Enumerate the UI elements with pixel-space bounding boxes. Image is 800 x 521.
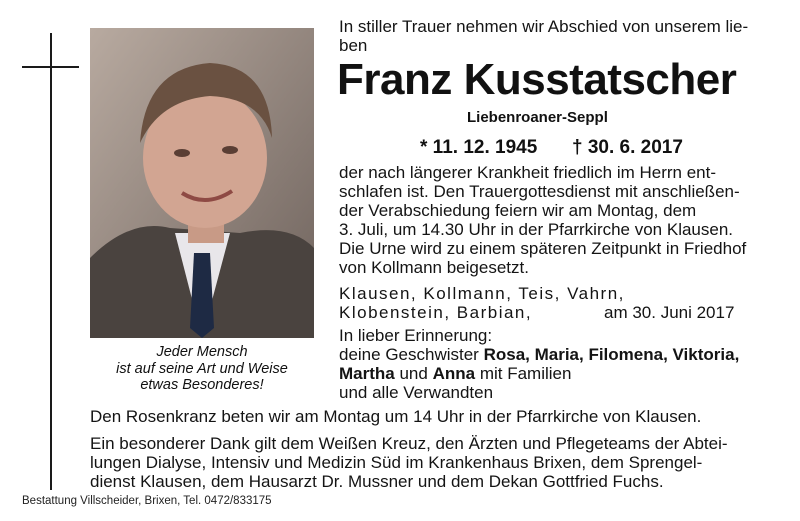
body-line: Die Urne wird zu einem späteren Zeitpunkt in Friedhof xyxy=(339,239,747,258)
siblings-names: Rosa, Maria, Filomena, Viktoria, xyxy=(483,345,740,364)
places-date: am 30. Juni 2017 xyxy=(604,303,735,322)
sibling-name: Anna xyxy=(432,364,476,383)
memory-label: In lieber Erinnerung: xyxy=(339,326,493,345)
body-line: der nach längerer Krankheit friedlich im Herrn ent- xyxy=(339,163,717,182)
siblings-prefix: deine Geschwister xyxy=(339,345,479,364)
siblings-und: und xyxy=(399,364,428,383)
siblings-suffix: mit Familien xyxy=(479,364,572,383)
caption-line: etwas Besonderes! xyxy=(140,377,264,393)
body-line: schlafen ist. Den Trauergottesdienst mit anschließen- xyxy=(339,182,740,201)
caption-line: ist auf seine Art und Weise xyxy=(116,360,288,377)
places-line: Klobenstein, Barbian, xyxy=(339,303,533,322)
intro-line: In stiller Trauer nehmen wir Abschied von unserem lie- xyxy=(339,17,749,36)
thanks-line: lungen Dialyse, Intensiv und Medizin Süd im Krankenhaus Brixen, dem Sprengel- xyxy=(90,453,703,472)
places-line: Klausen, Kollmann, Teis, Vahrn, xyxy=(339,284,625,303)
nickname: Liebenroaner-Seppl xyxy=(467,109,608,126)
cross-vertical-bar xyxy=(50,33,52,490)
cross-horizontal-bar xyxy=(22,66,79,68)
rosary-line: Den Rosenkranz beten wir am Montag um 14 Uhr in der Pfarrkirche von Klausen. xyxy=(90,407,702,426)
sibling-name: Martha xyxy=(339,364,395,383)
intro-line: ben xyxy=(339,36,368,55)
body-line: 3. Juli, um 14.30 Uhr in der Pfarrkirche von Klausen. xyxy=(339,220,734,239)
siblings-line-2 xyxy=(339,365,571,384)
body-line: von Kollmann beigesetzt. xyxy=(339,258,529,277)
funeral-home-footer: Bestattung Villscheider, Brixen, Tel. 0472/833175 xyxy=(22,495,272,507)
deceased-name: Franz Kusstatscher xyxy=(337,55,737,104)
birth-date: * 11. 12. 1945 xyxy=(420,137,538,158)
thanks-line: dienst Klausen, dem Hausarzt Dr. Mussner und dem Dekan Gottfried Fuchs. xyxy=(90,472,664,491)
portrait-photo xyxy=(90,28,314,338)
photo-caption xyxy=(90,344,314,394)
death-date: † 30. 6. 2017 xyxy=(572,137,683,158)
thanks-line: Ein besonderer Dank gilt dem Weißen Kreuz, den Ärzten und Pflegeteams der Abtei- xyxy=(90,434,728,453)
siblings-line xyxy=(339,346,739,365)
caption-line: Jeder Mensch xyxy=(156,344,248,360)
body-line: der Verabschiedung feiern wir am Montag, dem xyxy=(339,201,697,220)
relatives-line: und alle Verwandten xyxy=(339,383,494,402)
